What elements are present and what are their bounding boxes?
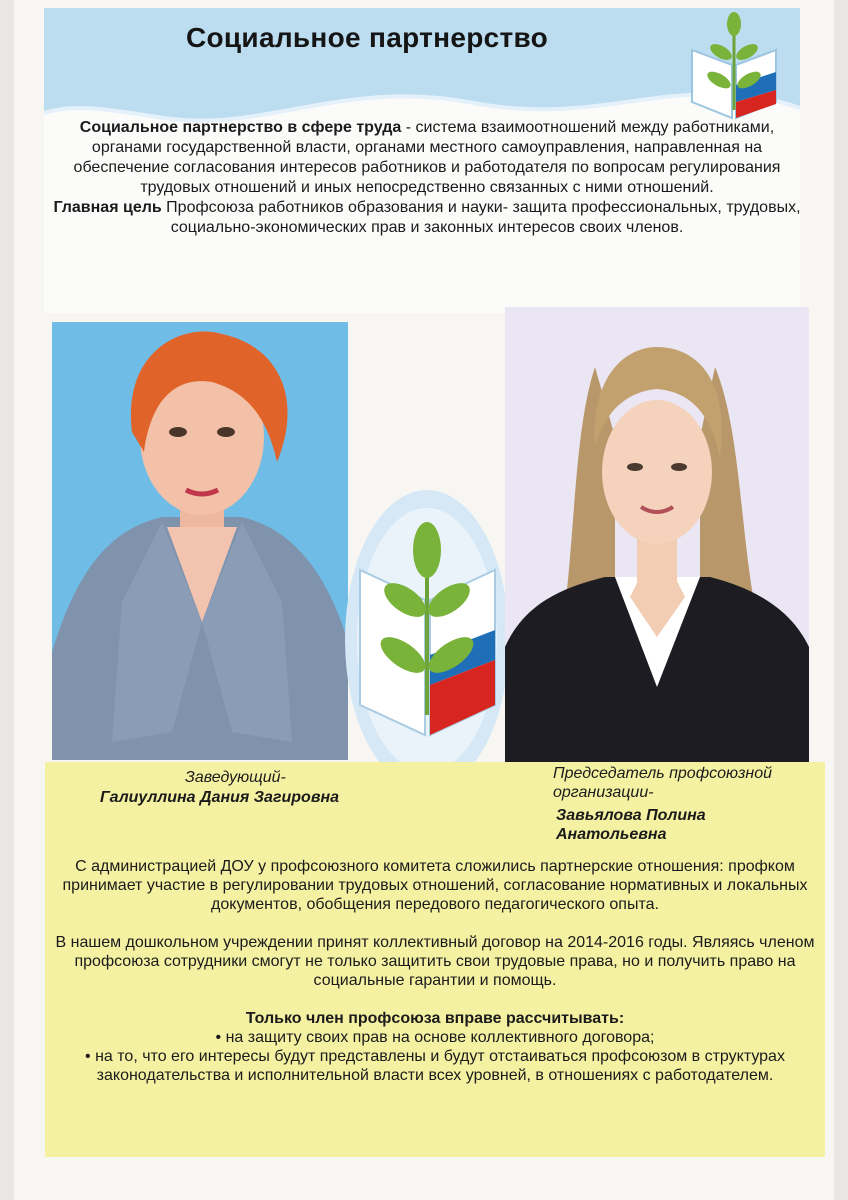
intro-text bbox=[53, 118, 801, 238]
left-caption-name: Галиуллина Дания Загировна bbox=[100, 789, 340, 806]
rights-heading: Только член профсоюза вправе рассчитывать: bbox=[245, 1010, 625, 1027]
partnership-paragraph: С администрацией ДОУ у профсоюзного комитета сложились партнерские отношения: профком принимает участие в регулировании трудовых отношений, согласование нормативных и локальных документов, обобщения передового педагогического опыта. bbox=[62, 858, 808, 913]
intro-term: Социальное партнерство в сфере труда bbox=[79, 119, 402, 136]
page-title: Социальное партнерство bbox=[186, 22, 549, 53]
goal-text: Профсоюза работников образования и науки- защита профессиональных, трудовых, социально-экономических прав и законных интересов своих членов. bbox=[161, 199, 801, 236]
body-text bbox=[48, 857, 822, 1085]
left-caption-role: Заведующий- bbox=[185, 769, 286, 786]
right-caption-role: Председатель профсоюзной организации- bbox=[553, 765, 773, 801]
agreement-paragraph: В нашем дошкольном учреждении принят коллективный договор на 2014-2016 годы. Являясь членом профсоюза сотрудники смогут не только защитить свои трудовые права, но и получить право на социальные гарантии и помощь. bbox=[55, 934, 815, 989]
photo-union-chairperson bbox=[505, 307, 809, 765]
rights-item: • на то, что его интересы будут представлены и будут отстаиваться профсоюзом в структурах законодательства и исполнительной власти всех уровней, в отношениях с работодателем. bbox=[85, 1048, 785, 1084]
right-caption-name: Завьялова Полина Анатольевна bbox=[556, 807, 706, 843]
photo-head-of-kindergarten bbox=[52, 322, 348, 760]
rights-item: • на защиту своих прав на основе коллективного договора; bbox=[215, 1029, 655, 1046]
union-logo-icon bbox=[684, 10, 784, 120]
goal-label: Главная цель bbox=[53, 199, 162, 216]
union-emblem-icon bbox=[345, 490, 510, 805]
intro-definition: - система взаимоотношений между работниками, органами государственной власти, органами местного самоуправления, направленная на обеспечение согласования интересов работников и работодателя по вопросам регулирования трудовых отношений и иных непосредственно связанных с ними отношений. bbox=[73, 119, 781, 196]
